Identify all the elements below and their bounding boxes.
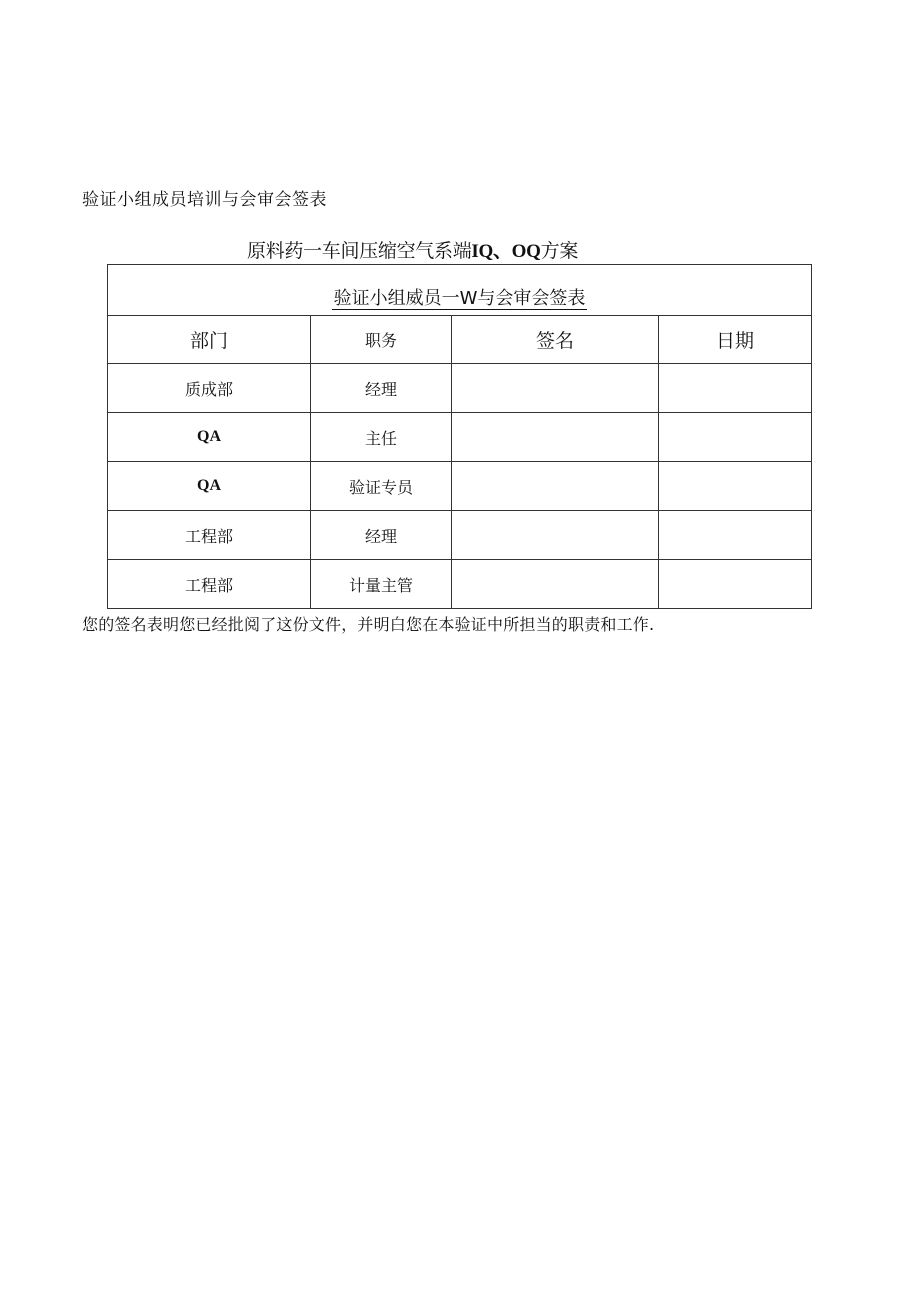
cell-date[interactable] — [659, 511, 812, 560]
table-row — [108, 413, 812, 462]
cell-department: QA — [108, 462, 311, 511]
cell-date[interactable] — [659, 560, 812, 609]
header-position: 职务 — [311, 316, 452, 364]
table-row — [108, 511, 812, 560]
header-signature: 签名 — [452, 316, 659, 364]
cell-date[interactable] — [659, 462, 812, 511]
cell-signature[interactable] — [452, 462, 659, 511]
cell-signature[interactable] — [452, 560, 659, 609]
table-row — [108, 462, 812, 511]
cell-date[interactable] — [659, 413, 812, 462]
cell-department: 质成部 — [108, 364, 311, 413]
cell-department: 工程部 — [108, 560, 311, 609]
document-title — [247, 236, 578, 263]
document-title-code: IQ、OQ — [471, 241, 541, 262]
table-row — [108, 364, 812, 413]
table-caption-cell — [108, 265, 812, 316]
document-title-main: 原料药一车间压缩空气系端 — [247, 240, 472, 262]
page-heading: 验证小组成员培训与会审会签表 — [82, 190, 327, 210]
cell-signature[interactable] — [452, 364, 659, 413]
header-date: 日期 — [659, 316, 812, 364]
cell-date[interactable] — [659, 364, 812, 413]
table-caption: 验证小组威员一W与会审会签表 — [333, 287, 586, 309]
table-header-row — [108, 316, 812, 364]
cell-position: 经理 — [311, 364, 452, 413]
table-caption-row — [108, 265, 812, 316]
signature-table — [107, 264, 812, 609]
cell-department: QA — [108, 413, 311, 462]
cell-signature[interactable] — [452, 511, 659, 560]
cell-position: 主任 — [311, 413, 452, 462]
cell-department: 工程部 — [108, 511, 311, 560]
cell-position: 经理 — [311, 511, 452, 560]
table-row — [108, 560, 812, 609]
cell-position: 验证专员 — [311, 462, 452, 511]
cell-position: 计量主管 — [311, 560, 452, 609]
document-title-suffix: 方案 — [540, 240, 579, 262]
cell-signature[interactable] — [452, 413, 659, 462]
header-department: 部门 — [108, 316, 311, 364]
signature-statement: 您的签名表明您已经批阅了这份文件，并明白您在本验证中所担当的职责和工作. — [82, 615, 655, 634]
